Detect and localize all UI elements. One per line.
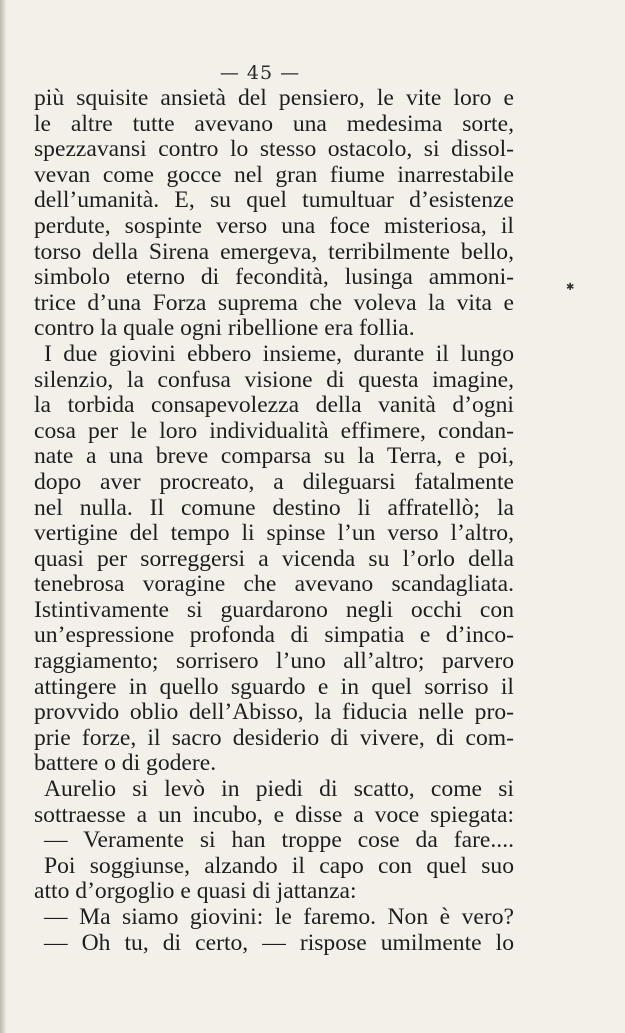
- text-line: — Veramente si han troppe cose da fare....: [44, 827, 514, 854]
- text-line: nate a una breve comparsa su la Terra, e poi,: [34, 443, 514, 470]
- text-line: battere o di godere.: [34, 750, 217, 777]
- text-line: dell’umanità. E, su quel tumultuar d’esistenze: [34, 187, 514, 214]
- text-line: perdute, sospinte verso una foce misteriosa, il: [34, 212, 514, 239]
- text-line: Poi soggiunse, alzando il capo con quel suo: [44, 852, 514, 879]
- text-line: dopo aver procreato, a dileguarsi fatalmente: [34, 468, 514, 495]
- body-text: [34, 86, 514, 956]
- ink-speck: ✱: [566, 282, 575, 293]
- text-line: I due giovini ebbero insieme, durante il lungo: [44, 340, 514, 367]
- text-line: torso della Sirena emergeva, terribilmente bello,: [34, 238, 514, 265]
- text-line: la torbida consapevolezza della vanità d’ogni: [34, 392, 514, 419]
- page-binding-edge: [0, 0, 6, 1033]
- text-line: Istintivamente si guardarono negli occhi con: [34, 596, 514, 623]
- text-line: nel nulla. Il comune destino li affratellò; la: [34, 494, 514, 521]
- text-line: prie forze, il sacro desiderio di vivere, di com-: [34, 724, 514, 751]
- page-number: — 45 —: [219, 62, 301, 84]
- text-line: spezzavansi contro lo stesso ostacolo, si dissol-: [34, 136, 514, 163]
- text-line: vertigine del tempo li spinse l’un verso l’altro,: [34, 520, 514, 547]
- text-line: trice d’una Forza suprema che voleva la vita e: [34, 289, 514, 316]
- text-line: tenebrosa voragine che avevano scandagliata.: [34, 571, 514, 598]
- text-line: quasi per sorreggersi a vicenda su l’orlo della: [34, 545, 514, 572]
- text-line: Aurelio si levò in piedi di scatto, come si: [44, 776, 514, 803]
- text-line: provvido oblio dell’Abisso, la fiducia nelle pro-: [34, 699, 514, 726]
- text-line: vevan come gocce nel gran fiume inarrestabile: [34, 161, 514, 188]
- text-line: le altre tutte avevano una medesima sorte,: [34, 110, 514, 137]
- text-line: raggiamento; sorrisero l’uno all’altro; parvero: [34, 648, 514, 675]
- text-line: cosa per le loro individualità effimere, condan-: [34, 417, 514, 444]
- text-line: contro la quale ogni ribellione era follia.: [34, 315, 415, 342]
- text-line: più squisite ansietà del pensiero, le vite loro e: [34, 85, 514, 111]
- text-line: un’espressione profonda di simpatia e d’inco-: [34, 622, 514, 649]
- text-line: silenzio, la confusa visione di questa imagine,: [34, 366, 514, 393]
- text-line: — Oh tu, di certo, — rispose umilmente lo: [44, 929, 514, 956]
- text-line: attingere in quello sguardo e in quel sorriso il: [34, 673, 514, 700]
- text-line: — Ma siamo giovini: le faremo. Non è vero?: [44, 904, 514, 930]
- text-line: atto d’orgoglio e quasi di jattanza:: [34, 878, 357, 905]
- text-line: simbolo eterno di fecondità, lusinga ammoni-: [34, 264, 514, 291]
- text-line: sottraesse a un incubo, e disse a voce spiegata:: [34, 801, 514, 828]
